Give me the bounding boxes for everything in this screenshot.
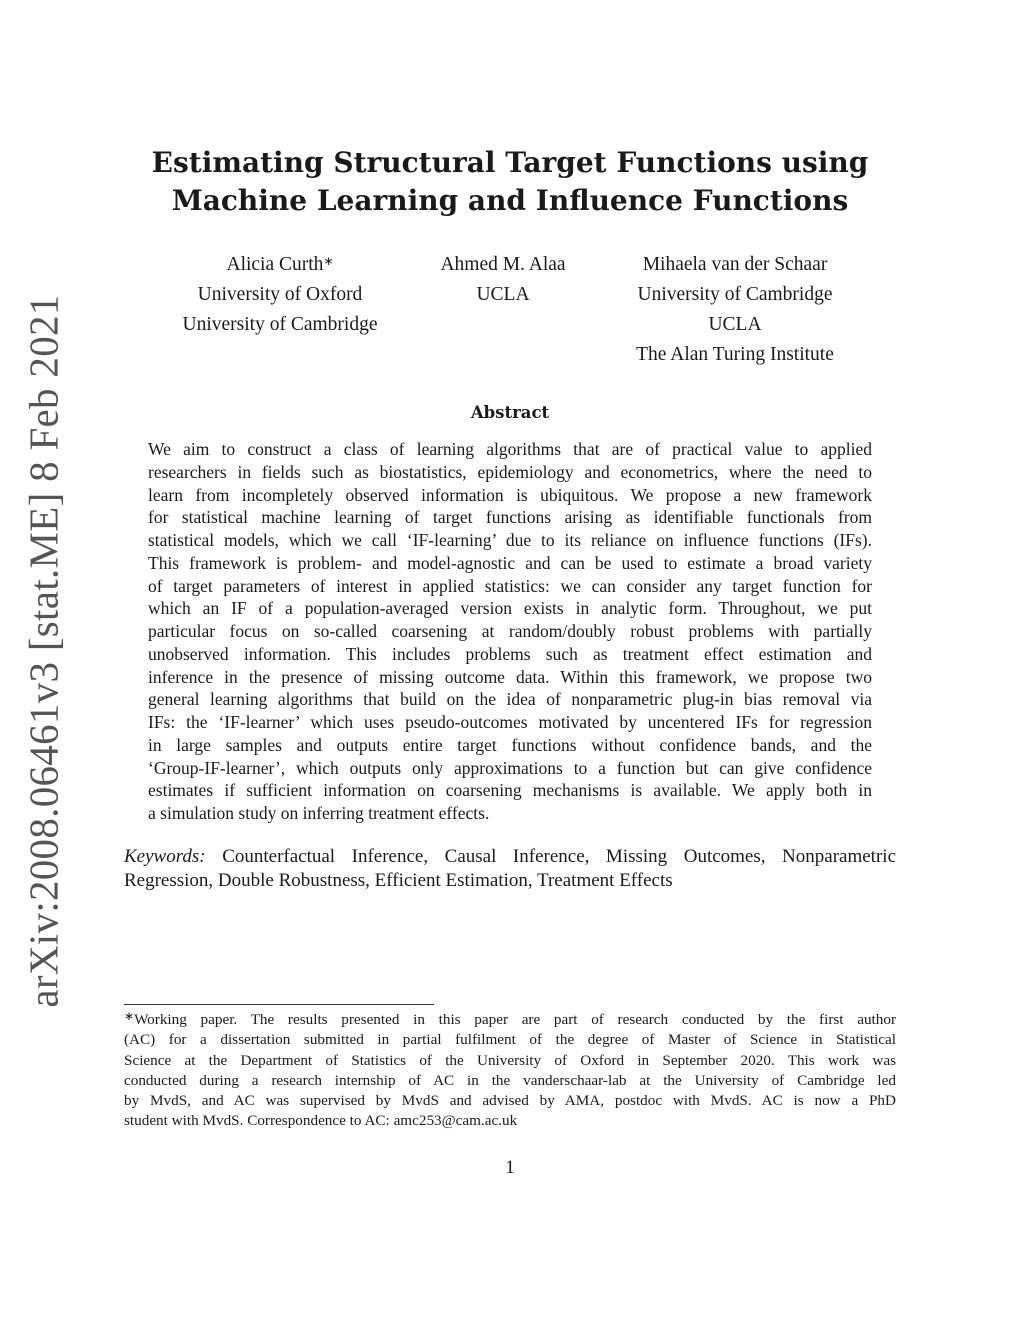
- footnote-line: (AC) for a dissertation submitted in partial fulfilment of the degree of Master of Science in Statistical: [124, 1031, 896, 1049]
- abstract-line: in large samples and outputs entire target functions without confidence bands, and the: [148, 734, 872, 755]
- abstract-line: for statistical machine learning of target functions arising as identifiable functionals from: [148, 507, 872, 528]
- author-affiliation: University of Oxford: [197, 284, 363, 305]
- abstract-line: We aim to construct a class of learning algorithms that are of practical value to applied: [148, 439, 872, 459]
- abstract-line: ‘Group-IF-learner’, which outputs only approximations to a function but can give confidence: [148, 757, 872, 778]
- arxiv-sidebar-identifier: [8, 294, 80, 1008]
- author-block-curth: [160, 250, 400, 340]
- arxiv-id-text: arXiv:2008.06461v3 [stat.ME] 8 Feb 2021: [21, 294, 67, 1008]
- author-name: Ahmed M. Alaa: [440, 254, 566, 275]
- footnote-divider: [124, 1004, 434, 1005]
- author-name: Alicia Curth∗: [226, 254, 334, 275]
- footnote-line: by MvdS, and AC was supervised by MvdS and advised by AMA, postdoc with MvdS. AC is now a PhD: [124, 1092, 896, 1110]
- title-line: Estimating Structural Target Functions using: [151, 146, 869, 179]
- author-block-van-der-schaar: [610, 250, 860, 370]
- title-line: Machine Learning and Influence Functions: [171, 184, 849, 217]
- abstract-body: [148, 438, 872, 825]
- abstract-line: statistical models, which we call ‘IF-learning’ due to its reliance on influence functions (IFs).: [148, 530, 872, 550]
- footnote-marker: ∗: [323, 254, 334, 268]
- author-affiliation: University of Cambridge: [637, 284, 833, 305]
- footnote: [124, 1010, 896, 1132]
- abstract-line: inference in the presence of missing outcome data. Within this framework, we propose two: [148, 666, 872, 687]
- abstract-line: a simulation study on inferring treatment effects.: [148, 803, 490, 823]
- abstract-line: researchers in fields such as biostatistics, epidemiology and econometrics, where the need to: [148, 461, 872, 482]
- abstract-line: This framework is problem- and model-agnostic and can be used to estimate a broad variety: [148, 552, 872, 573]
- keywords-label: Keywords:: [124, 846, 206, 867]
- keywords-line: Keywords: Counterfactual Inference, Causal Inference, Missing Outcomes, Nonparametric: [124, 846, 897, 867]
- author-affiliation: University of Cambridge: [182, 314, 378, 335]
- abstract-line: estimates if sufficient information on coarsening mechanisms is available. We apply both in: [148, 780, 872, 801]
- abstract-line: of target parameters of interest in applied statistics: we can consider any target function for: [148, 575, 872, 596]
- abstract-line: IFs: the ‘IF-learner’ which uses pseudo-outcomes motivated by uncentered IFs for regression: [148, 712, 872, 732]
- footnote-line: Science at the Department of Statistics of the University of Oxford in September 2020. This work was: [124, 1051, 896, 1069]
- page-number: 1: [505, 1157, 515, 1178]
- abstract-line: particular focus on so-called coarsening at random/doubly robust problems with partially: [148, 621, 872, 641]
- paper-title: [124, 144, 896, 220]
- footnote-marker: ∗: [124, 1009, 135, 1023]
- abstract-line: which an IF of a population-averaged version exists in analytic form. Throughout, we put: [148, 598, 872, 619]
- abstract-line: general learning algorithms that build on the idea of nonparametric plug-in bias removal via: [148, 689, 872, 710]
- author-affiliation: UCLA: [476, 284, 530, 305]
- abstract-line: learn from incompletely observed information is ubiquitous. We propose a new framework: [148, 484, 872, 505]
- footnote-line: conducted during a research internship of AC in the vanderschaar-lab at the University of Cambridge led: [124, 1071, 896, 1089]
- author-name: Mihaela van der Schaar: [642, 254, 828, 275]
- author-affiliation: The Alan Turing Institute: [636, 344, 834, 365]
- author-affiliation: UCLA: [708, 314, 762, 335]
- keywords-line: Regression, Double Robustness, Efficient Estimation, Treatment Effects: [124, 870, 673, 891]
- author-block-alaa: [418, 250, 588, 310]
- abstract-heading: Abstract: [470, 403, 550, 422]
- footnote-line: student with MvdS. Correspondence to AC: amc253@cam.ac.uk: [124, 1112, 518, 1130]
- abstract-line: unobserved information. This includes problems such as treatment effect estimation and: [148, 643, 872, 664]
- keywords: [124, 845, 896, 893]
- footnote-line: ∗Working paper. The results presented in this paper are part of research conducted by the first author: [124, 1009, 896, 1028]
